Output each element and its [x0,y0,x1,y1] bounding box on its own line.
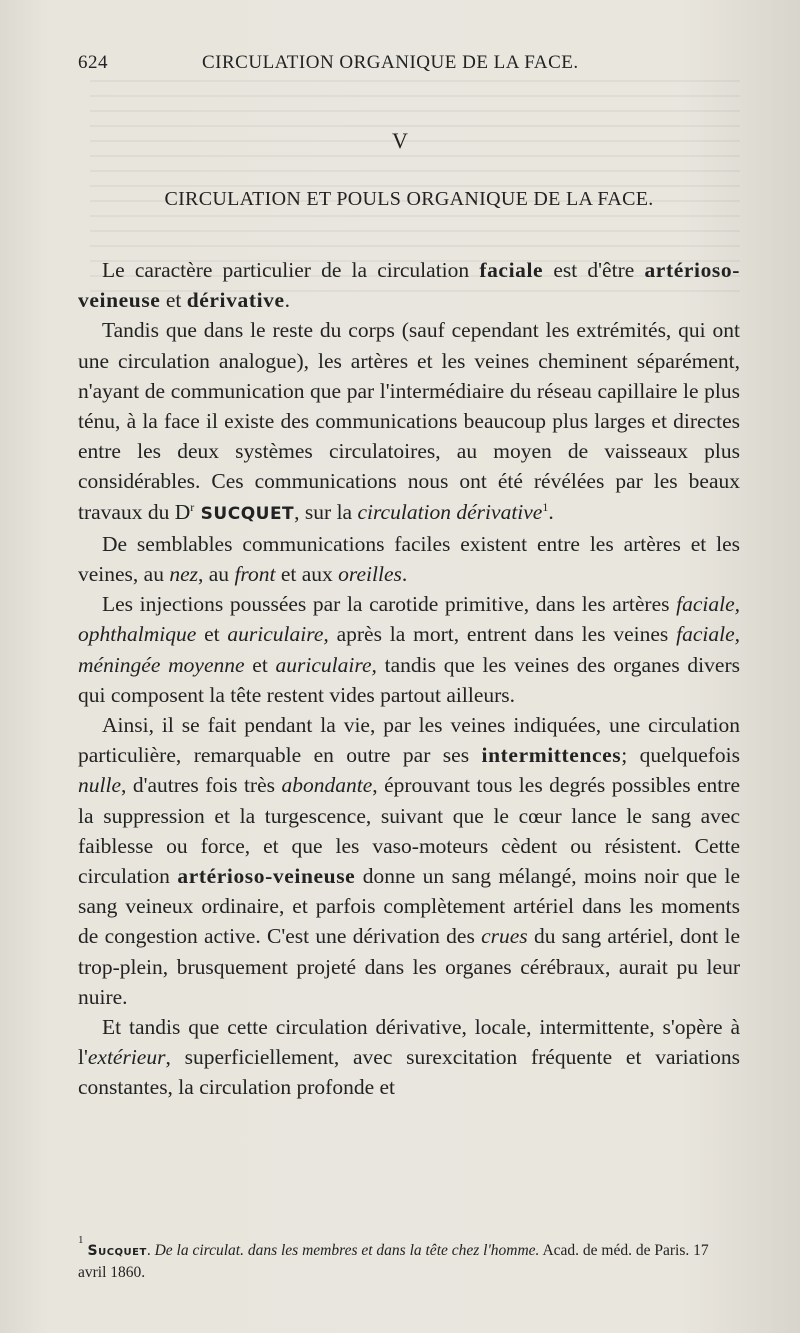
text: . [401,562,408,587]
footnote-reference: 1 [542,499,549,514]
text: du sang artériel, dont le trop-plein, brusquement projeté dans les organes cérébraux, aurait pu leur nuire. [78,924,740,1009]
paragraph-2 [78,315,740,528]
paragraph-5 [78,710,740,1012]
paragraph-1 [78,255,740,315]
italic-term: circulation dérivative [357,499,543,524]
author-name: SUCQUET [194,503,295,524]
superscript: r [190,499,195,514]
italic-term: abondante [281,773,373,798]
paragraph-4 [78,589,740,710]
page-header [78,52,740,82]
section-title: CIRCULATION ET POULS ORGANIQUE DE LA FACE. [164,188,654,210]
text: , d'autres fois très [121,773,282,798]
text: Ainsi, il se fait pendant la vie, par les veines indiquées, une circulation particulière, remarquable en outre par ses [78,713,740,768]
body-text [78,255,740,1103]
page-number: 624 [78,52,108,73]
text: donne un sang mélangé, moins noir que le sang veineux ordinaire, et parfois complètement artériel dans les moments de congestion active. C'est une dérivation des [78,864,740,949]
text: . [284,288,291,313]
bold-term: artérioso-veineuse [177,864,356,889]
italic-term: auriculaire, [227,622,329,647]
footnote-source: Acad. de méd. de Paris. 17 avril 1860. [78,1242,709,1281]
italic-term: auriculaire, [275,652,377,677]
paragraph-3 [78,529,740,589]
bold-term: dérivative [186,288,285,313]
italic-term: faciale, méningée moyenne [78,622,740,677]
text: Tandis que dans le reste du corps (sauf cependant les extrémités, qui ont une circulation analogue), les artères et les veines cheminent séparément, n'ayant de communication que par l'intermédiaire du réseau capillaire le plus ténu, à la face il existe des communications beaucoup plus larges et directes entre les deux systèmes circulatoires, au moyen de vaisseaux plus considérables. Ces communications nous ont été révélées par les beaux travaux du D [78,318,740,524]
italic-term: nulle [78,773,121,798]
text: De semblables communications faciles existent entre les artères et les veines, au [78,531,740,587]
footnote-mark: 1 [78,1234,84,1246]
italic-term: extérieur [87,1045,166,1070]
italic-term: oreilles [338,562,402,587]
text: ; quelquefois [621,743,740,768]
footnote [78,1234,740,1284]
running-head: CIRCULATION ORGANIQUE DE LA FACE. [202,52,579,73]
text: Les injections poussées par la carotide primitive, dans les artères [102,592,677,617]
text: et aux [275,562,339,587]
italic-term: front [234,562,276,587]
bold-term: faciale [479,258,544,282]
italic-term: crues [481,924,528,949]
text: , superficiellement, avec surexcitation fréquente et variations constantes, la circulation profonde et [78,1045,740,1100]
text: et [160,288,187,313]
text: après la mort, entrent dans les veines [328,622,677,647]
text: est d'être [543,258,645,282]
footnote-author: Sucquet [87,1243,147,1259]
paragraph-6 [78,1012,740,1103]
bold-term: intermittences [481,743,622,768]
bold-term: artérioso-veineuse [78,258,740,313]
footnote-title: De la circulat. dans les membres et dans la tête chez l'homme. [154,1242,540,1259]
text: Et tandis que cette circulation dérivative, locale, intermittente, s'opère à l' [78,1015,740,1070]
text: . [548,499,554,524]
section-number: V [392,128,408,153]
text: et [196,622,228,647]
text: Le caractère particulier de la circulation [102,258,480,282]
text: , éprouvant tous les degrés possibles entre la suppression et la turgescence, suivant que le cœur lance le sang avec faiblesse ou force, et que les vaso-moteurs cèdent ou résistent. Cette circulation [78,773,740,889]
text: . [146,1242,155,1259]
text: , sur la [294,499,358,524]
italic-term: faciale, ophthalmique [78,592,740,647]
text: , au [198,562,235,587]
text: et [244,652,276,677]
text: tandis que les veines des organes divers qui composent la tête restent vides partout ailleurs. [78,652,740,707]
italic-term: nez [169,562,199,587]
